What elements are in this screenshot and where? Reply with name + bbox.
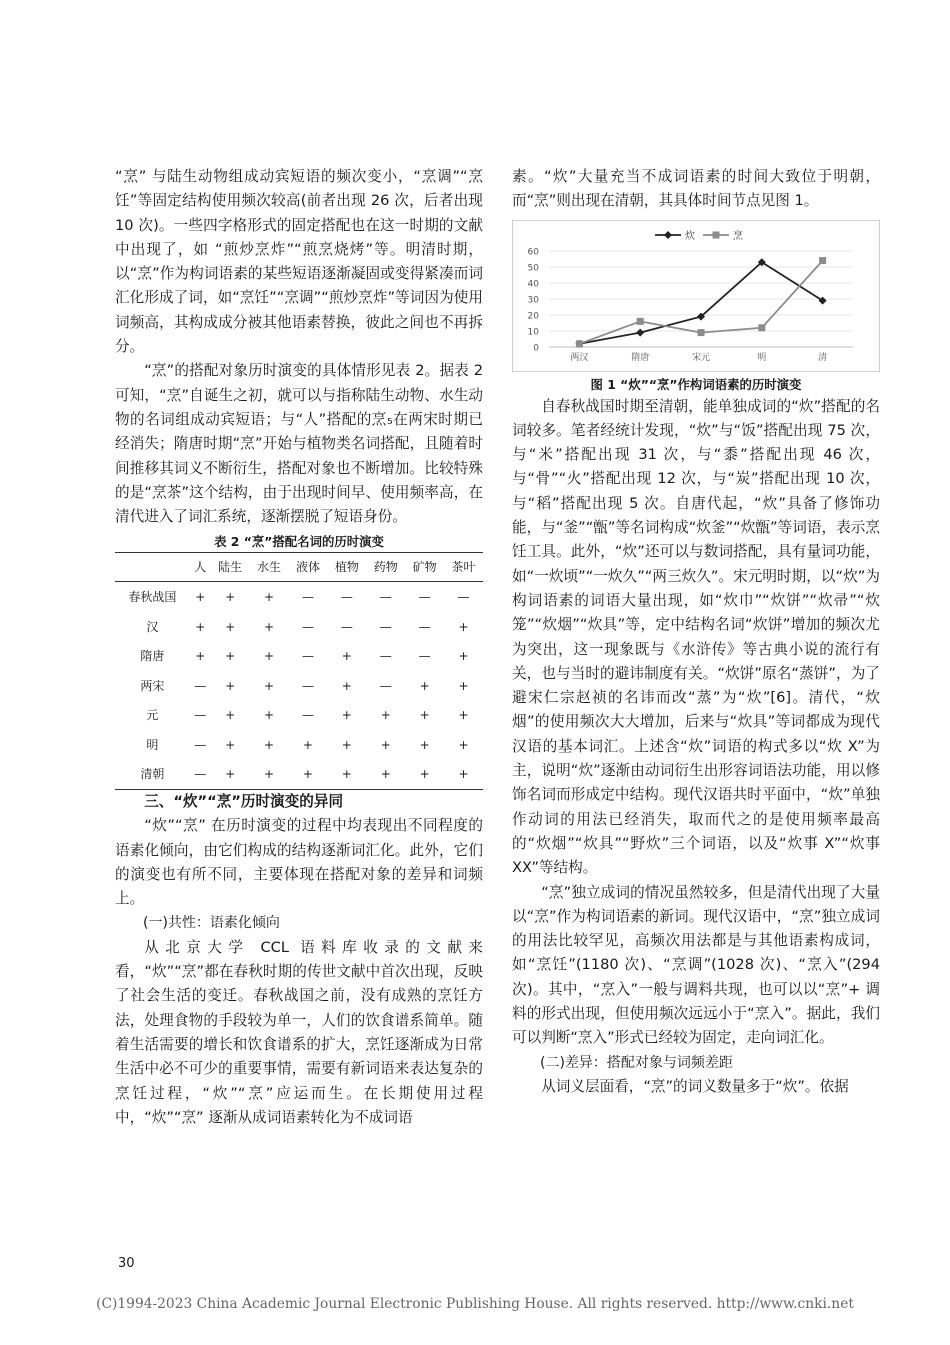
table-cell: + bbox=[419, 737, 430, 752]
table-cell: — bbox=[418, 619, 431, 634]
table-header-cell: 水生 bbox=[250, 553, 289, 582]
table-cell: — bbox=[340, 619, 353, 634]
paragraph: 从北京大学 CCL 语料库收录的文献来看，“炊”“烹”都在春秋时期的传世文献中首次出现，反映了社会生活的变迁。春秋战国之前，没有成熟的烹饪方法，处理食物的手段较为单一，人们的饮食谱系简单。随着生活需要的增长和饮食谱系的扩大，烹饪逐渐成为日常生活中必不可少的重要事情，需要有新词语来表达复杂的烹饪过程，“炊”“烹”应运而生。在长期使用过程中，“炊”“烹” 逐渐从成词语素转化为不成词语 bbox=[115, 938, 483, 1126]
table-caption: 表 2 “烹”搭配名词的历时演变 bbox=[214, 534, 384, 550]
table-cell: + bbox=[444, 759, 483, 789]
table-cell: — bbox=[379, 678, 392, 693]
copyright-footer: (C)1994-2023 China Academic Journal Electronic Publishing House. All rights reserved. http://www.cnki.net bbox=[96, 1296, 854, 1312]
paragraph: “烹”的搭配对象历时演变的具体情形见表 2。据表 2 可知，“烹”自诞生之初，就可以与指称陆生动物、水生动物的名词组成动宾短语；与“人”搭配的烹₅在两宋时期已经消失；隋唐时期“烹”开始与植物类名词搭配，且随着时间推移其词义不断衍生，搭配对象也不断增加。比较特殊的是“烹茶”这个结构，由于出现时间早、使用频率高，在清代进入了词汇系统，逐渐摆脱了短语身份。 bbox=[115, 362, 483, 526]
table-cell: + bbox=[250, 759, 289, 789]
table-row-label: 隋唐 bbox=[140, 649, 165, 664]
paragraph: “烹”独立成词的情况虽然较多，但是清代出现了大量以“烹”作为构词语素的新词。现代汉语中，“烹”独立成词的用法比较罕见，高频次用法都是与其他语素构成词，如“烹饪”(1180 次)、“烹调”(1028 次)、“烹入”(294 次)。其中，“烹入”一般与调料共现，也可以以“烹”+ 调料的形式出现，但使用频次远远小于“烹入”。据此，我们可以判断“烹入”形式已经较为固定，走向词汇化。 bbox=[512, 883, 880, 1047]
table-row-label: 春秋战国 bbox=[128, 590, 177, 605]
table-cell: + bbox=[341, 708, 352, 723]
table-cell: + bbox=[225, 678, 236, 693]
table-cell: + bbox=[225, 649, 236, 664]
x-tick-label: 隋唐 bbox=[631, 352, 650, 363]
y-tick-label: 40 bbox=[527, 279, 539, 290]
table-cell: — bbox=[194, 737, 207, 752]
table-cell: + bbox=[225, 737, 236, 752]
table-cell: + bbox=[302, 737, 313, 752]
table-cell: — bbox=[301, 708, 314, 723]
table-cell: + bbox=[264, 737, 275, 752]
table-cell: + bbox=[264, 708, 275, 723]
table-row bbox=[115, 641, 483, 671]
left-column bbox=[115, 165, 483, 1130]
table-row-label: 两宋 bbox=[140, 678, 165, 693]
x-tick-label: 宋元 bbox=[691, 352, 711, 363]
table-cell: — bbox=[379, 619, 392, 634]
table-cell: + bbox=[264, 649, 275, 664]
y-tick-label: 20 bbox=[527, 311, 539, 322]
x-tick-label: 明 bbox=[757, 352, 767, 363]
legend-label: 炊 bbox=[685, 230, 695, 242]
table-cell: — bbox=[194, 708, 207, 723]
table-cell: + bbox=[419, 708, 430, 723]
table-cell: + bbox=[264, 590, 275, 605]
table-cell: — bbox=[457, 590, 470, 605]
data-point-烹 bbox=[758, 324, 765, 331]
table-header-cell: 药物 bbox=[366, 553, 405, 582]
table-cell: — bbox=[379, 590, 392, 605]
x-tick-label: 两汉 bbox=[570, 352, 589, 363]
table-cell: + bbox=[366, 759, 405, 789]
table-cell: — bbox=[301, 590, 314, 605]
table-row bbox=[115, 612, 483, 642]
table-cell: + bbox=[380, 737, 391, 752]
paragraph: 素。“炊”大量充当不成词语素的时间大致位于明朝，而“烹”则出现在清朝，其具体时间节点见图 1。 bbox=[512, 168, 880, 210]
table-2 bbox=[115, 552, 483, 790]
table-header-cell: 液体 bbox=[289, 553, 328, 582]
y-tick-label: 30 bbox=[527, 295, 539, 306]
table-cell: + bbox=[341, 678, 352, 693]
table-cell: + bbox=[327, 759, 366, 789]
table-row-label: 明 bbox=[146, 737, 159, 752]
paragraph: “烹” 与陆生动物组成动宾短语的频次变小，“烹调”“烹饪”等固定结构使用频次较高(前者出现 26 次，后者出现 10 次)。一些四字格形式的固定搭配也在这一时期的文献中出现了，如 “煎炒烹炸”“煎烹烧烤”等。明清时期，以“烹”作为构词语素的某些短语逐渐凝固或变得紧凑而词汇化形成了词，如“烹饪”“烹调”“煎炒烹炸”等词因为使用词频高，其构成成分被其他语素替换，彼此之间也不再拆分。 bbox=[115, 168, 483, 356]
legend-marker bbox=[664, 231, 672, 239]
x-tick-label: 清 bbox=[818, 352, 828, 363]
table-row-label: 清朝 bbox=[115, 759, 190, 789]
legend-marker bbox=[713, 231, 720, 238]
line-chart bbox=[513, 221, 879, 371]
data-point-炊 bbox=[636, 328, 644, 336]
data-point-烹 bbox=[637, 317, 644, 324]
data-point-烹 bbox=[819, 257, 826, 264]
data-point-烹 bbox=[576, 340, 583, 347]
table-cell: + bbox=[458, 678, 469, 693]
table-header-cell bbox=[115, 553, 190, 582]
table-cell: — bbox=[418, 590, 431, 605]
table-cell: + bbox=[195, 649, 206, 664]
figure-caption: 图 1 “炊”“烹”作构词语素的历时演变 bbox=[590, 376, 802, 392]
table-cell: + bbox=[225, 619, 236, 634]
table-row bbox=[115, 730, 483, 760]
table-cell: — bbox=[194, 678, 207, 693]
table-row bbox=[115, 671, 483, 701]
table-cell: + bbox=[225, 590, 236, 605]
table-cell: + bbox=[341, 649, 352, 664]
y-tick-label: 50 bbox=[527, 263, 539, 274]
table-cell: + bbox=[264, 619, 275, 634]
table-cell: — bbox=[379, 649, 392, 664]
paragraph: 从词义层面看，“烹”的词义数量多于“炊”。依据 bbox=[541, 1077, 849, 1095]
table-cell: — bbox=[301, 619, 314, 634]
right-column bbox=[512, 165, 880, 1099]
table-cell: — bbox=[301, 678, 314, 693]
table-cell: + bbox=[458, 649, 469, 664]
table-cell: + bbox=[341, 737, 352, 752]
table-header-cell: 矿物 bbox=[405, 553, 444, 582]
y-tick-label: 0 bbox=[533, 343, 539, 354]
section-heading: 三、“炊”“烹”历时演变的异同 bbox=[144, 792, 344, 810]
table-row bbox=[115, 582, 483, 612]
table-cell: + bbox=[458, 708, 469, 723]
paragraph: 自春秋战国时期至清朝，能单独成词的“炊”搭配的名词较多。笔者经统计发现，“炊”与“饭”搭配出现 75 次，与“米”搭配出现 31 次，与“黍”搭配出现 46 次，与“骨”“火”搭配出现 12 次，与“炭”搭配出现 10 次，与“稻”搭配出现 5 次。自唐代起，“炊”具备了修饰功能，与“釜”“甑”等名词构成“炊釜”“炊甑”等词语，表示烹饪工具。此外，“炊”还可以与数词搭配，具有量词功能，如“一炊顷”“一炊久”“两三炊久”。宋元明时期，以“炊”为构词语素的词语大量出现，如“炊巾”“炊饼”“炊帚”“炊笼”“炊烟”“炊具”等，定中结构名词“炊饼”增加的频次尤为突出，这一现象既与《水浒传》等古典小说的流行有关，也与当时的避讳制度有关。“炊饼”原名“蒸饼”，为了避宋仁宗赵祯的名讳而改“蒸”为“炊”[6]。清代，“炊烟”的使用频次大大增加，后来与“炊具”等词都成为现代汉语的基本词汇。上述含“炊”词语的构式多以“炊 X”为主，说明“炊”逐渐由动词衍生出形容词语法功能，用以修饰名词而形成定中结构。现代汉语共时平面中，“炊”单独作动词的用法已经消失，取而代之的是使用频率最高的“炊烟”“炊具”“野炊”三个词语，以及“炊事 X”“炊事 XX”等结构。 bbox=[512, 397, 880, 877]
table-row-label: 汉 bbox=[146, 619, 159, 634]
table-cell: + bbox=[211, 759, 250, 789]
table-cell: + bbox=[380, 708, 391, 723]
data-point-烹 bbox=[698, 329, 705, 336]
table-body bbox=[115, 582, 483, 790]
subsection-heading: (一)共性：语素化倾向 bbox=[143, 915, 280, 932]
table-cell: — bbox=[340, 590, 353, 605]
table-header-cell: 茶叶 bbox=[444, 553, 483, 582]
paragraph: “炊”“烹” 在历时演变的过程中均表现出不同程度的语素化倾向，由它们构成的结构逐渐词汇化。此外，它们的演变也有所不同，主要体现在搭配对象的差异和词频上。 bbox=[115, 817, 483, 908]
table-cell: + bbox=[289, 759, 328, 789]
table-row bbox=[115, 700, 483, 730]
table-cell: + bbox=[419, 678, 430, 693]
table-header-cell: 人 bbox=[190, 553, 211, 582]
figure-1 bbox=[512, 220, 880, 372]
table-cell: + bbox=[458, 737, 469, 752]
table-cell: + bbox=[264, 678, 275, 693]
y-tick-label: 60 bbox=[527, 247, 539, 258]
table-cell: — bbox=[190, 759, 211, 789]
table-cell: + bbox=[405, 759, 444, 789]
subsection-heading: (二)差异：搭配对象与词频差距 bbox=[540, 1054, 733, 1071]
table-header-cell: 陆生 bbox=[211, 553, 250, 582]
table-cell: + bbox=[195, 619, 206, 634]
table-row-label: 元 bbox=[146, 708, 159, 723]
table-cell: + bbox=[195, 590, 206, 605]
table-header-cell: 植物 bbox=[327, 553, 366, 582]
table-cell: + bbox=[458, 619, 469, 634]
table-cell: — bbox=[301, 649, 314, 664]
table-row bbox=[115, 759, 483, 789]
y-tick-label: 10 bbox=[527, 327, 539, 338]
table-header-row bbox=[115, 553, 483, 582]
page-number: 30 bbox=[118, 1256, 135, 1271]
legend-label: 烹 bbox=[733, 230, 743, 242]
table-cell: — bbox=[418, 649, 431, 664]
table-cell: + bbox=[225, 708, 236, 723]
